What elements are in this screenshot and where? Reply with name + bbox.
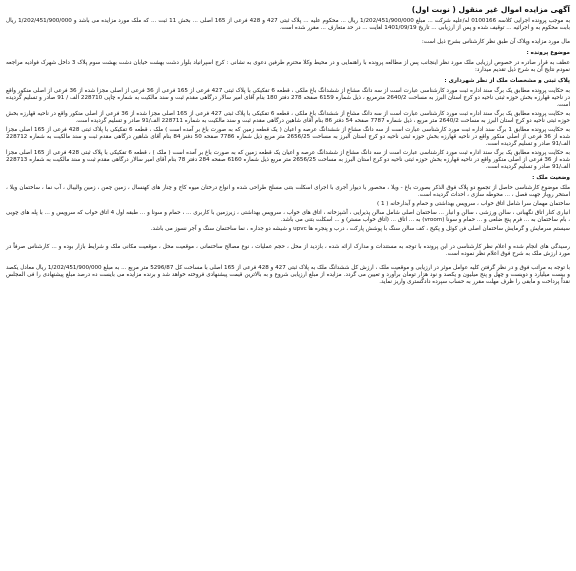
status-heading: وضعیت ملک :: [532, 175, 570, 181]
auction-header: مال مورد مزایده وپلاک آن طبق نظر کارشناس بشرح ذیل است:: [421, 39, 570, 45]
notice-title: آگهی مزایده اموال غیر منقول ( نوبت اول): [411, 5, 570, 14]
structure-text: ساختمان مهمان سرا شامل اتاق خواب ، سرویس بهداشتی و حمام و آبدارخانه ( 1 ): [377, 201, 570, 207]
plot-paragraph: به حکایت پرونده مطابق یک برگ سند اداره ثبت مورد کارشناسی عبارت است از سه دانگ مشاع از ششدانگ باغ ملکی ، قطعه 6 تفکیکی با پلاک ثبتی 427 فرعی از 165 اصلی مجزا شده از 36 فرعی از اصلی منکور واقع در ناحیه قهارزه بخش حوزه ثبتی ناحیه دو کرج استان البرز به مساحت 2640/2 متر مربع ، ذیل شماره 7787 صفحه 54 دفتر 86 بنام آقای شاهین درگاهی مقدم ثبت و سند مالکیت به شماره 228711 الف/91 صادر و تسلیم گردیده است.: [6, 111, 571, 124]
subject-heading: موضوع پرونده :: [526, 50, 570, 56]
building-text: انباری کنار اتاق نگهبانی ، سالن ورزشی ، سالن و انبار ... ساختمان اصلی شامل سالن پذیرایی ، آشپزخانه ، اتاق های خواب ، سرویس بهداشتی ، زیرزمین با کاربری ... ، حمام و سونا و ... طبقه اول 4 اتاق خواب که سرویس و ... با پله های چوبی ، بام ساختمان به ... فرم پنج ضلعی و ... حمام و سونا (vroom) به ... اتاق ... (اتاق خواب مستر) و ... اسکلت بتنی می باشد.: [6, 210, 570, 223]
legal-text: رسیدگی های انجام شده و اعلام نظر کارشناسی در این پرونده با توجه به مستندات و مدارک ارائه شده ، بازدید از محل ، حجم عملیات ، نوع مصالح ساختمانی ، موقعیت محل ، موقعیت مکانی ملک و شرایط بازار بوده و ... کارشناس صرفاً در مورد ارزش ملک به شرح فوق اعلام نظر نموده است.: [6, 244, 570, 257]
plot-paragraph: به حکایت پرونده مطابق یک برگ سند اداره ثبت مورد کارشناسی عبارت است از سه دانگ مشاع از ششدانگ باغ ملکی ، قطعه 6 تفکیکی با پلاک ثبتی 427 فرعی از 165 فرعی از 36 فرعی از اصلی مجزا شده از 36 فرعی از اصلی منکور واقع در ناحیه قهارزه بخش حوزه ثبتی ناحیه دو کرج استان البرز به مساحت 2640/2 مترمربع ، ذیل شماره 6159 صفحه 278 دفتر 180 بنام آقای امیر سالار درگاهی مقدم ثبت و سند مالکیت به شماره چاپی 228710 الف / 91 صادر و تسلیم گردیده است.: [6, 88, 571, 108]
plot-paragraph: به حکایت پرونده مطابق یک برگ سند اداره ثبت مورد کارشناسی عبارت است از سه دانگ مشاع از ششدانگ عرصه و اعیان یک قطعه زمین که به صورت باغ بر آمده است ( ملک ) ، قطعه 6 تفکیکی با پلاک ثبتی 428 فرعی از 165 اصلی مجزا شده از 36 فرعی از اصلی منکور واقع در ناحیه قهارزه بخش حوزه ثبتی ناحیه دو کرج استان البرز به مساحت 2656/25 متر مربع ذیل شماره 6160 صفحه 284 دفتر 78 بنام آقای امیر سالار درگاهی مقدم ثبت و سند مالکیت به شماره 228713 الف/91 صادر و تسلیم گردیده است.: [6, 150, 570, 170]
subject-text: عطف به قرار صادره در خصوص ارزیابی ملک مورد نظر اینجانب پس از مطالعه پرونده با راهنمایی و در محیط وکلا محترم طرفین دعوی به نشانی : کرج اسپرانیاد بلوار دشت بهشت خیابان دشت بهشت سوم پلاک 3 داخل شهرک فوادیه مراجعه نمودم نتایج آن به شرح ذیل تقدیم میدارد:: [6, 60, 570, 73]
status-text: ملک موضوع کارشناسی حاصل از تجمیع دو پلاک فوق الذکر بصورت باغ - ویلا ، محصور با دیوار آجری با اجرای اسکلت بتنی مسلح طراحی شده و انواع درختان میوه کاج و چنار های کهنسال ، زمین چمن ، زمین والیبال ، آب نما ، ساختمان ویلا ، استخر روباز جهت فصل ، ... محوطه سازی ، احداث گردیده است.: [6, 185, 570, 198]
material-text: سیستم سرمایش و گرمایش ساختمان اصلی فن کوئل و پکیج ، کف سالن سنگ با پوشش پارکت ، درب و پنجره ها upvc و شیشه دو جداره ، نما ساختمان سنگ و آجر نسوز می باشد.: [150, 226, 570, 232]
plot-paragraph: به حکایت پرونده مطابق 1 برگ سند اداره ثبت مورد کارشناسی عبارت است از سه دانگ مشاع از ششدانگ عرصه و اعیان ( یک قطعه زمین که به صورت باغ بر آمده است ) ملک ، قطعه 6 تفکیکی با پلاک ثبتی 428 فرعی از 165 اصلی مجزا شده از 36 فرعی از اصلی منکور واقع در ناحیه قهارزه بخش حوزه ثبتی ناحیه دو کرج استان البرز به مساحت 2656/25 متر مربع ذیل شماره 7786 صفحه 50 دفتر 84 بنام آقای شاهین درگاهی مقدم ثبت و سند مالکیت به شماره 228712 الف/91 صادر و تسلیم گردیده است.: [6, 127, 571, 147]
final-valuation-text: با توجه به مراتب فوق و در نظر گرفتن کلیه عوامل موثر در ارزیابی و موقعیت ملک ، ارزش کل ششدانگ ملک به پلاک ثبتی 427 و 428 فرعی از 165 اصلی با مساحت کل 5296/87 متر مربع ... به مبلغ 1/202/451/900/000 ریال معادل یکصد و بیست میلیارد و دویست و چهل و پنج میلیون و یکصد و نود هزار تومان برآورد و تعیین می گردد. مزایده از مبلغ ارزیابی شروع و به بالاترین قیمت پیشنهادی فروخته خواهد شد و برنده مزایده می بایست ده درصد مبلغ پیشنهادی را فی المجلس نقداً پرداخت و مابقی را ظرف مهلت مقرر به حساب سپرده دادگستری واریز نماید.: [6, 265, 570, 285]
ownership-heading: پلاک ثبتی و مشخصات ملک از نظر شهرداری :: [444, 78, 570, 84]
intro-paragraph: به موجب پرونده اجرایی کلاسه 0100166 له/علیه شرکت ... مبلغ 1/202/451/900/000 ریال ... محکوم علیه ... پلاک ثبتی 427 و 428 فرعی از 165 اصلی ... بخش 11 ثبت ... که ملک مورد مزایده می باشد و 1/202/451/900/000 ریال بابت محکوم به و اجرائیه ... توقیف شده و پس از ارزیابی ... تاریخ 1401/09/19 لغایت ... در حد متعارف ... مقرر شده است.: [6, 18, 570, 31]
